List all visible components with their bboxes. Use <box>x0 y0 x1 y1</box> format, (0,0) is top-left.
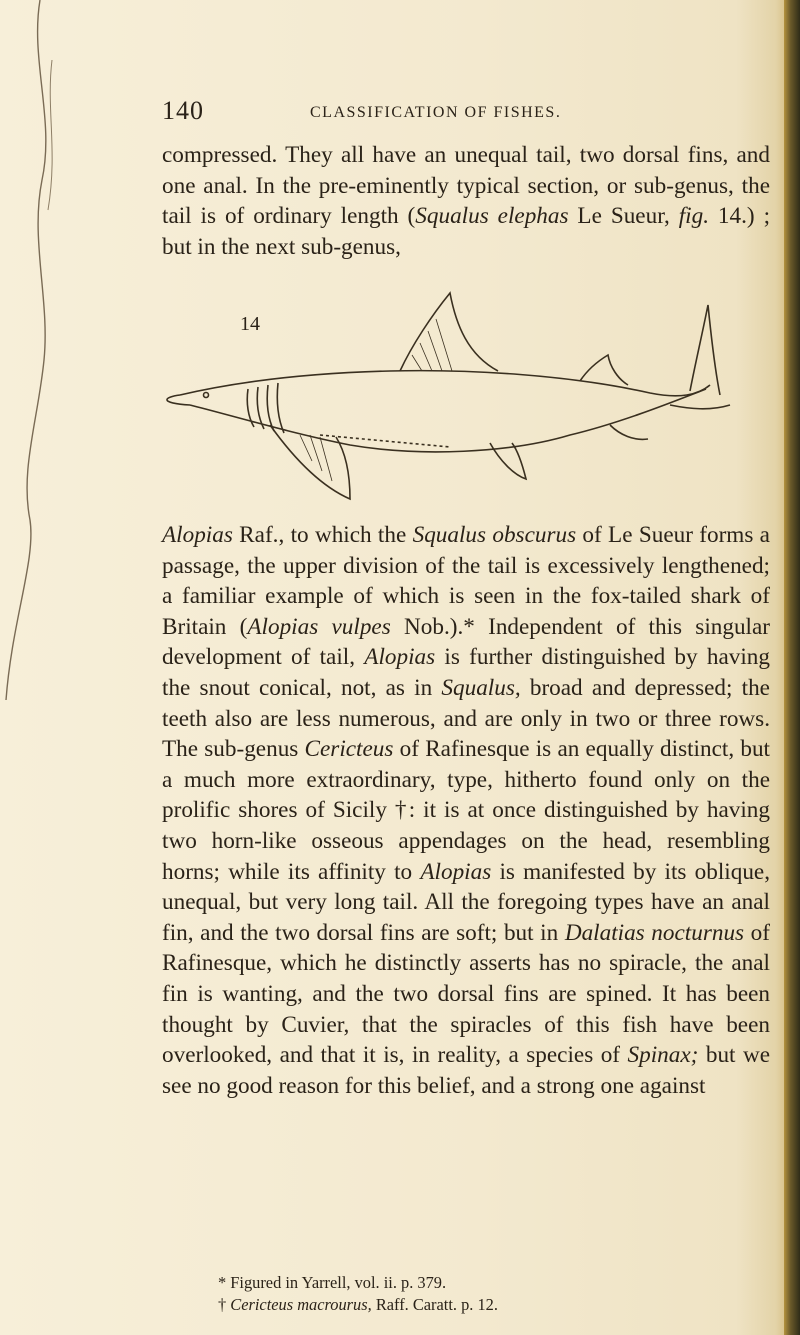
figure-number: 14 <box>240 313 260 335</box>
text-run: Raff. Caratt. p. 12. <box>371 1295 498 1314</box>
footnotes <box>218 1272 758 1316</box>
text-run: is manifested by its oblique, unequal, but very long tail. All the foregoing types have an anal fin, and the two dorsal fins are soft; but in <box>162 858 771 946</box>
text-run: Alopias <box>420 858 492 885</box>
text-run: broad and depressed; the teeth also are less numerous, and are only in two or three rows. The sub-genus <box>162 674 770 763</box>
text-run: of Rafinesque, which he distinctly asserts has no spiracle, the anal fin is wanting, and the two dorsal fins are spined. It has been thought by Cuvier, that the spiracles of this fish have been overlooked, and that it is, in reality, a species of <box>162 919 770 1069</box>
figure-shark <box>150 285 750 510</box>
book-spine-edge <box>784 0 800 1335</box>
text-run: fig. <box>678 203 709 230</box>
page-header <box>162 96 762 130</box>
text-run: but we see no good reason for this belief, and a strong one against <box>162 1042 771 1099</box>
text-run: Dalatias nocturnus <box>564 919 745 946</box>
text-run: Cericteus macrourus, <box>230 1295 372 1314</box>
paragraph-main <box>162 520 770 1101</box>
text-run: Cerictеus <box>304 736 394 763</box>
page-number: 140 <box>162 96 204 125</box>
text-run: Nob.).* Independent of this singular development of tail, <box>162 613 771 671</box>
footnote-2 <box>218 1294 758 1316</box>
text-run: Alopias <box>364 644 436 671</box>
margin-pencil-line <box>0 0 60 700</box>
text-run: is further distinguished by having the snout conical, not, as in <box>162 644 770 701</box>
text-run: * Figured in Yarrell, vol. ii. p. 379. <box>218 1273 447 1292</box>
text-run: † <box>218 1295 231 1314</box>
text-run: compressed. They all have an unequal tail, two dorsal fins, and one anal. In the pre-eminently typical section, or sub-genus, the tail is of ordinary length ( <box>162 142 770 230</box>
text-run: of Le Sueur forms a passage, the upper division of the tail is excessively lengthened; a familiar example of which is seen in the fox-tailed shark of Britain ( <box>162 522 770 640</box>
text-run: Alopias <box>162 522 233 548</box>
text-run: Squalus, <box>441 674 521 701</box>
text-run: Squalus elephas <box>415 203 569 230</box>
text-run: Alopias vulpes <box>247 613 391 640</box>
paragraph-top <box>162 140 770 262</box>
text-run: Le Sueur, <box>568 203 679 230</box>
text-run: Spinax; <box>627 1042 699 1069</box>
text-run: 14.) ; but in the next sub-genus, <box>162 203 771 260</box>
text-run: Raf., to which the <box>232 522 413 548</box>
text-run: of Rafinesque is an equally distinct, but a much more extraordinary, type, hitherto found only on the prolific shores of Sicily †: it is at once distinguished by having two horn-like osseous appendages on the head, resembling horns; while its affinity to <box>162 736 770 885</box>
running-head: CLASSIFICATION OF FISHES. <box>310 104 562 121</box>
text-run: Squalus obscurus <box>412 522 577 548</box>
footnote-1 <box>218 1272 758 1294</box>
